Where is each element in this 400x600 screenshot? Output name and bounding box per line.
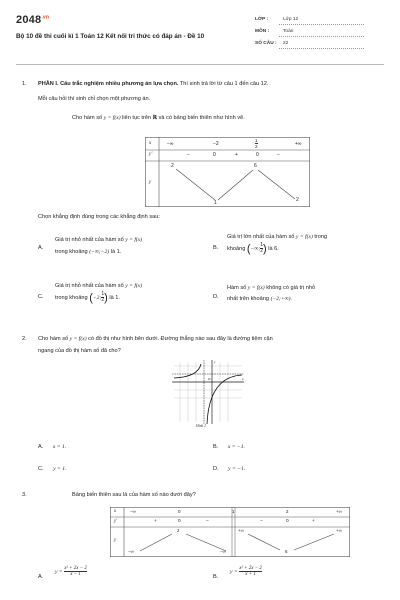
q2-graph: [170, 358, 246, 430]
arrow-down: [176, 169, 215, 200]
q2-option-c[interactable]: C. y = 1.: [38, 466, 67, 472]
x-value: −2: [213, 141, 219, 147]
option-c-line1: Giá trị nhỏ nhất của hàm số y = f(x): [55, 283, 143, 289]
yprime-label: y': [114, 519, 118, 524]
y-label: y: [114, 538, 117, 543]
q2-number: 2.: [22, 336, 27, 342]
q3-stem: Bảng biến thiên sau là của hàm số nào dưới đây?: [72, 492, 196, 498]
lop-label: LỚP :: [255, 17, 269, 22]
sign: −: [206, 519, 209, 524]
arrow-up: [294, 534, 334, 550]
option-d-label[interactable]: D.: [213, 294, 219, 300]
sign: 0: [256, 152, 259, 158]
option-a-line2: trong khoảng (−∞;−2) là 1.: [55, 249, 122, 255]
q3-option-a-label[interactable]: A.: [38, 574, 44, 580]
y-value: −∞: [128, 549, 134, 554]
x-value: 2: [286, 509, 289, 514]
q3-option-a[interactable]: y = $\frac{\text{x² + 2x − 2}}{x - 1}$: [55, 566, 87, 577]
q3-option-b-label[interactable]: B.: [213, 574, 219, 580]
hyperbola-graph: [170, 358, 246, 430]
q1-prompt: Chọn khẳng định đúng trong các khẳng định sau:: [38, 214, 160, 220]
option-b-line2: khoảng (−∞; $\frac{1}{2}$ ) là 6.: [227, 242, 279, 255]
x-value: −∞: [130, 509, 136, 514]
arrow-up: [140, 534, 172, 551]
sign: +: [312, 519, 315, 524]
sign: −: [277, 152, 280, 158]
y-value: 6: [285, 549, 288, 554]
option-c-label[interactable]: C.: [38, 294, 44, 300]
x-value: −∞: [167, 141, 174, 147]
divider: [279, 48, 364, 49]
sign: 0: [178, 519, 181, 524]
q2-option-d[interactable]: D. y = −1.: [213, 466, 246, 472]
q3-variation-table: [110, 507, 350, 557]
q1-variation-table: [145, 137, 310, 207]
option-a-label[interactable]: A.: [38, 245, 44, 251]
meta-socau: [255, 41, 288, 46]
option-b-line1: Giá trị lớn nhất của hàm số y = f(x) trong: [227, 234, 328, 240]
y-value: 1: [214, 200, 217, 206]
svg-text:O: O: [208, 377, 211, 381]
svg-text:x: x: [242, 377, 244, 381]
q2-stem: Cho hàm số y = f(x) có đồ thị như hình bên dưới. Đường thẳng nào sau đây là đường tiệm cận: [38, 336, 273, 342]
yprime-label: y': [149, 152, 153, 157]
x-value: +∞: [295, 141, 302, 147]
option-a-line1: Giá trị nhỏ nhất của hàm số y = f(x): [55, 237, 143, 243]
y-value: +∞: [336, 528, 342, 533]
y-value: 6: [254, 163, 257, 169]
arrow-down: [248, 534, 280, 550]
q1-instruction: Mỗi câu hỏi thí sinh chỉ chọn một phương án.: [38, 96, 151, 102]
x-value: +∞: [336, 509, 342, 514]
variation-table-lines: [110, 507, 350, 557]
option-d-line2: nhất trên khoảng (−2;+∞).: [227, 296, 292, 302]
svg-text:y: y: [214, 360, 216, 364]
option-b-label[interactable]: B.: [213, 245, 219, 251]
option-b[interactable]: [227, 233, 387, 254]
mon-value: Toán: [283, 29, 294, 34]
meta-mon: [255, 29, 293, 34]
q3-number: 3.: [22, 492, 27, 498]
divider: [279, 36, 364, 37]
lop-value: Lớp 12: [283, 17, 299, 22]
option-c-line2: trong khoảng (−2; $\frac{1}{2}$ ) là 1.: [55, 291, 120, 304]
figure-caption: Hình 2: [196, 424, 206, 428]
document-title: Bộ 10 đề thi cuối kì 1 Toán 12 Kết nối tri thức có đáp án - Đề 10: [16, 33, 205, 40]
x-label: x: [149, 141, 152, 146]
x-value: 0: [178, 509, 181, 514]
mon-label: MÔN :: [255, 29, 270, 34]
sign: −: [260, 519, 263, 524]
q1-number: 1.: [22, 81, 27, 87]
socau-label: SỐ CÂU :: [255, 41, 277, 46]
q2-option-a[interactable]: A. x = 1.: [38, 444, 67, 450]
y-value: 2: [296, 197, 299, 203]
arrow-down: [258, 170, 295, 199]
sign: +: [235, 152, 238, 158]
y-label: y: [149, 180, 152, 185]
x-label: x: [114, 509, 117, 514]
q2-option-b[interactable]: B. x = −1.: [213, 444, 245, 450]
option-c[interactable]: [55, 282, 205, 303]
y-value: −∞: [220, 549, 226, 554]
option-a[interactable]: [55, 236, 205, 256]
sign: 0: [286, 519, 289, 524]
q3-option-b[interactable]: y = $\frac{\text{x² + 2x − 2}}{x + 1}$: [230, 566, 262, 577]
meta-lop: [255, 17, 298, 22]
variation-table-lines: [145, 137, 310, 207]
option-d[interactable]: [227, 284, 387, 303]
option-d-line1: Hàm số y = f(x) không có giá trị nhỏ: [227, 285, 316, 291]
q1-part-heading: PHẦN I. Câu trắc nghiệm nhiều phương án lựa chọn. Thí sinh trả lời từ câu 1 đến câu 12.: [38, 81, 269, 87]
socau-value: 22: [283, 41, 289, 46]
y-value: 2: [171, 163, 174, 169]
sign: 0: [213, 152, 216, 158]
y-value: 2: [177, 528, 180, 533]
sign: −: [187, 152, 190, 158]
x-value-fraction: 1 2: [255, 138, 258, 149]
divider: [279, 24, 364, 25]
x-value: 1: [232, 509, 235, 514]
q1-stem: Cho hàm số y = f(x) liên tục trên ℝ và có bảng biến thiên như hình vẽ.: [72, 115, 245, 121]
site-logo[interactable]: $2048^{.vn}$: [16, 14, 50, 26]
q2-stem-line2: ngang của đồ thị hàm số đã cho?: [38, 348, 121, 354]
y-value: +∞: [238, 528, 244, 533]
sign: +: [154, 519, 157, 524]
header-divider: [16, 64, 384, 65]
arrow-up: [218, 170, 253, 200]
